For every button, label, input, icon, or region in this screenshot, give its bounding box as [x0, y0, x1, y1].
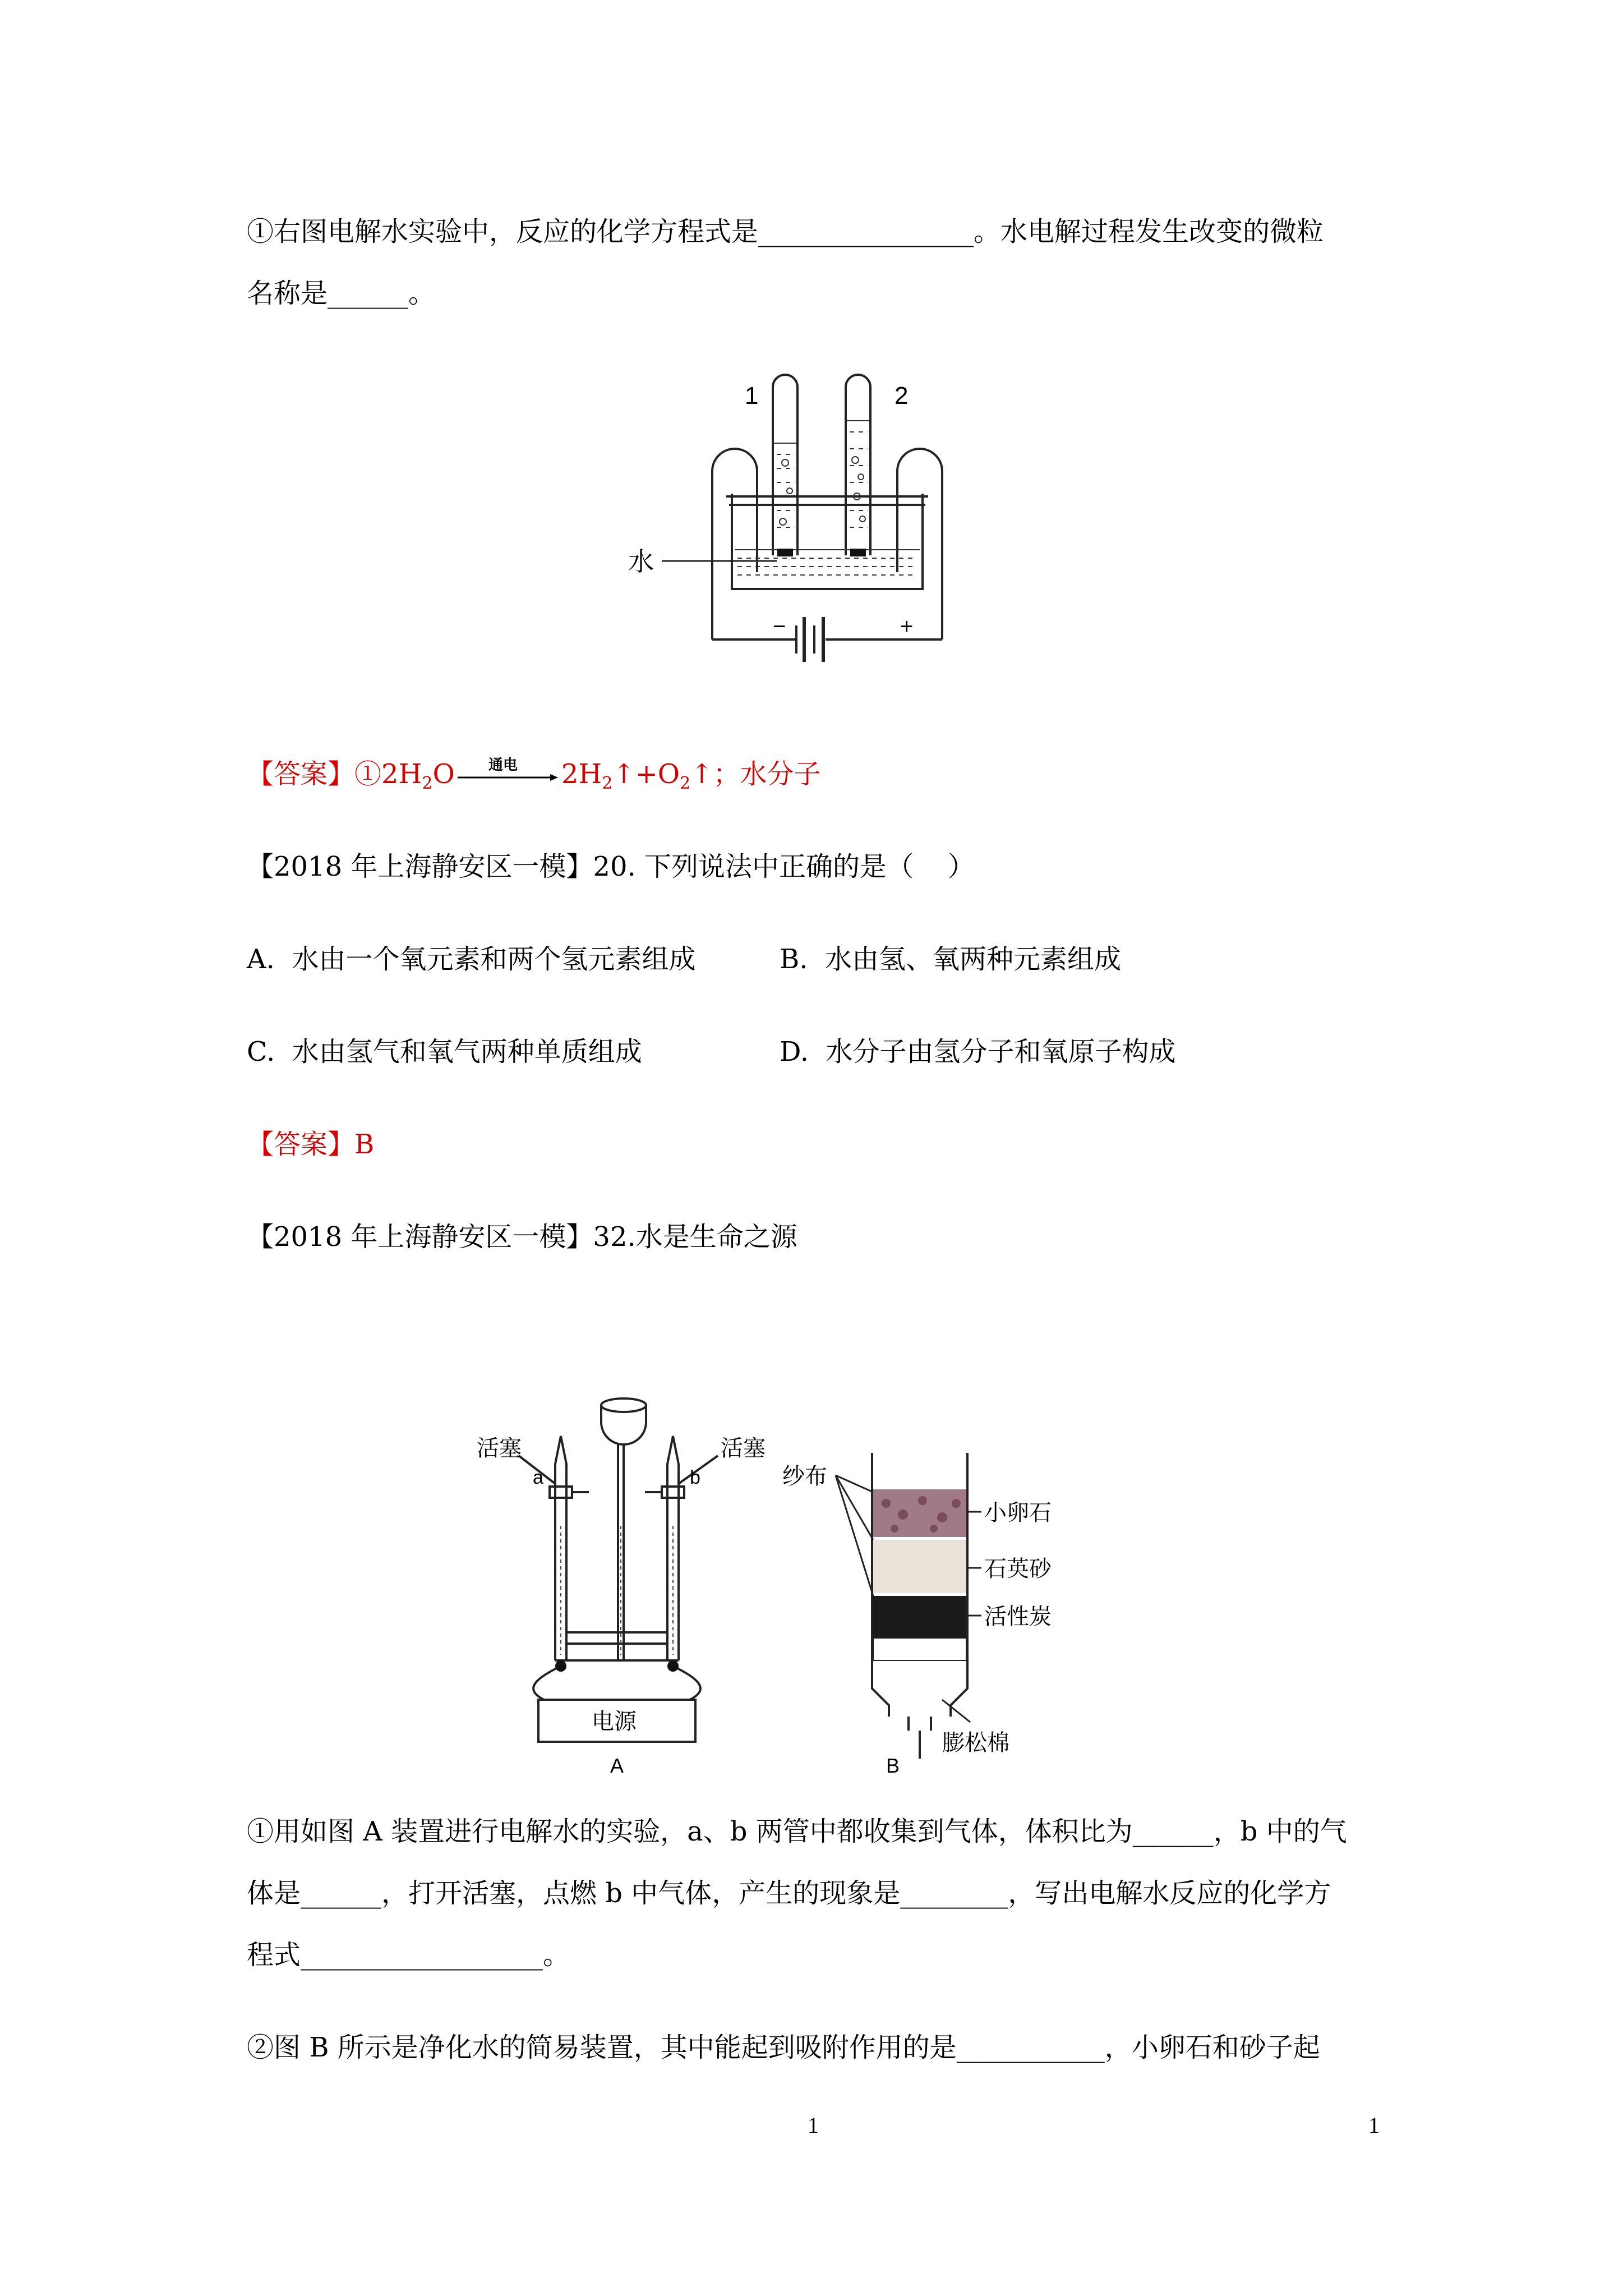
answer-1-mid-3: ↑+O	[612, 758, 680, 790]
q32-part2-line-1: ②图 B 所示是净化水的简易装置，其中能起到吸附作用的是___________，小卵石和砂子起	[247, 2032, 1320, 2063]
carbon-label: 活性炭	[984, 1604, 1052, 1630]
minus-label: −	[773, 614, 786, 639]
answer-1-end: ↑；水分子	[690, 758, 821, 790]
power-label: 电源	[592, 1709, 637, 1734]
answer-1-mid-1: O	[432, 758, 455, 790]
electrolysis-figure-1	[617, 370, 976, 684]
page-number-center: 1	[808, 2113, 819, 2138]
q32-part1-line-2: 体是______，打开活塞，点燃 b 中气体，产生的现象是________，写出电解水反应的化学方	[247, 1878, 1331, 1909]
q20-option-c: C. 水由氢气和氧气两种单质组成	[247, 1036, 642, 1068]
q32-part1-line-1: ①用如图 A 装置进行电解水的实验，a、b 两管中都收集到气体，体积比为______，b 中的气	[247, 1816, 1347, 1847]
reaction-arrow	[455, 757, 561, 791]
reaction-condition: 通电	[488, 757, 518, 774]
caption-b: B	[886, 1754, 900, 1777]
caption-a: A	[610, 1754, 624, 1777]
answer-1-sub-1: 2	[422, 774, 433, 793]
q1-line-1: ①右图电解水实验中，反应的化学方程式是________________。水电解过程发生改变的微粒	[247, 216, 1324, 247]
quartz-label: 石英砂	[984, 1556, 1052, 1582]
cotton-label: 膨松棉	[942, 1730, 1009, 1756]
tube-2-label: 2	[895, 382, 909, 409]
q20-option-d: D. 水分子由氢分子和氧原子构成	[780, 1036, 1176, 1068]
answer-1	[247, 757, 820, 800]
pebble-label: 小卵石	[984, 1500, 1052, 1526]
q1-line-2: 名称是______。	[247, 278, 436, 309]
gauze-label: 纱布	[782, 1464, 827, 1489]
tube-1-label: 1	[745, 382, 759, 409]
q32-part1-line-3: 程式__________________。	[247, 1939, 570, 1971]
answer-1-sub-3: 2	[680, 774, 691, 793]
q20-answer: 【答案】B	[247, 1129, 375, 1160]
q32-title: 【2018 年上海静安区一模】32.水是生命之源	[247, 1221, 797, 1253]
valve-right-label: 活塞	[721, 1435, 766, 1461]
water-label: 水	[628, 546, 654, 577]
plus-label: +	[900, 614, 914, 639]
apparatus-figure-2	[477, 1386, 1150, 1778]
answer-1-mid-2: 2H	[561, 758, 602, 790]
q20-option-a: A. 水由一个氧元素和两个氢元素组成	[247, 944, 696, 975]
valve-left-label: 活塞	[477, 1435, 522, 1461]
answer-1-sub-2: 2	[602, 774, 613, 793]
tube-b-label: b	[690, 1467, 700, 1488]
page-number-right: 1	[1368, 2113, 1380, 2138]
answer-1-prefix: 【答案】①2H	[247, 758, 422, 790]
q20-title: 【2018 年上海静安区一模】20. 下列说法中正确的是（ ）	[247, 851, 975, 882]
tube-a-label: a	[533, 1467, 543, 1488]
q20-option-b: B. 水由氢、氧两种元素组成	[780, 944, 1122, 975]
